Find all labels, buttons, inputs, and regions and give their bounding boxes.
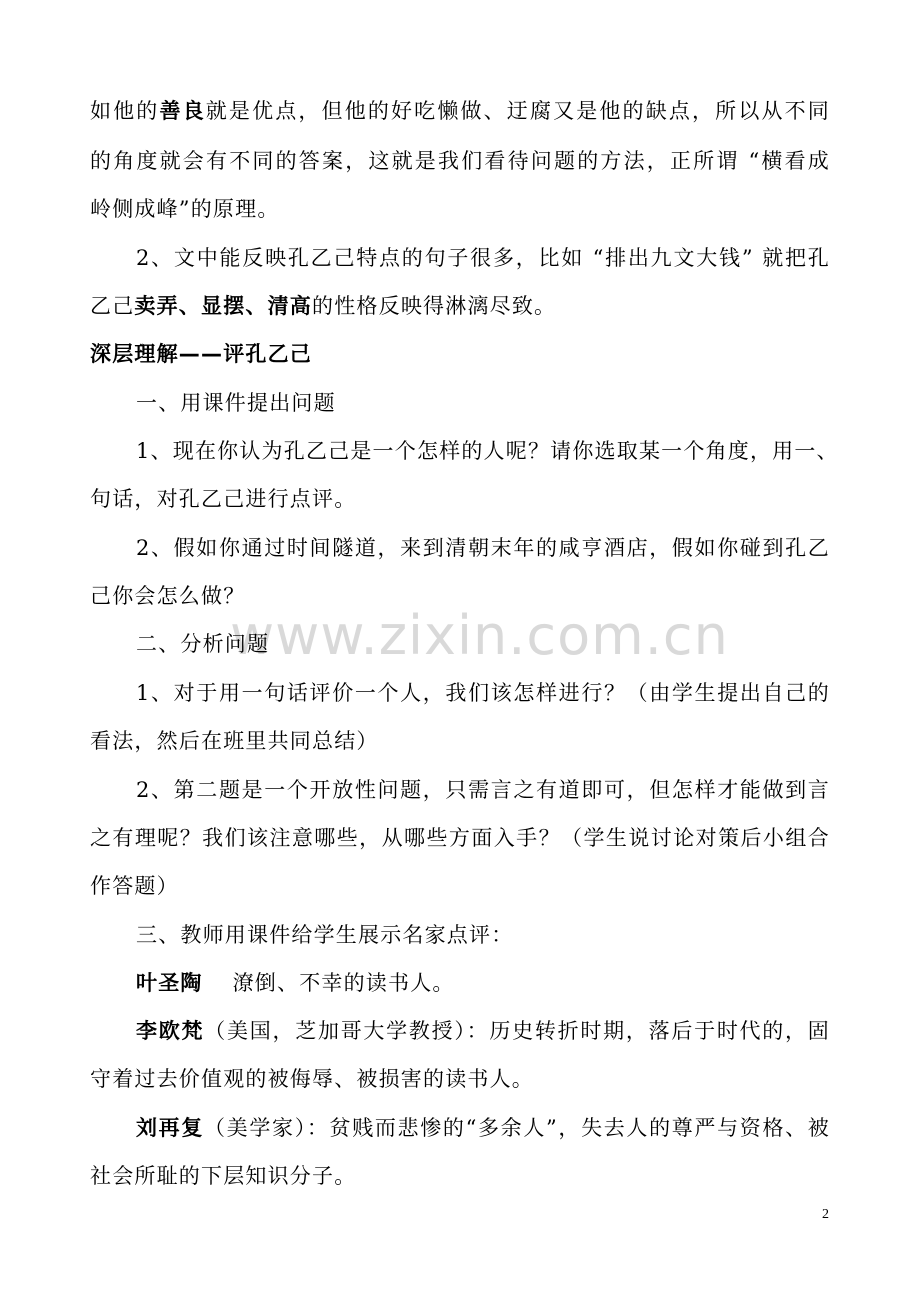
- bold-keywords: 卖弄、显摆、清高: [134, 294, 313, 318]
- comment-ye-shengtao: [136, 968, 830, 998]
- analysis1-line1: 1、对于用一句话评价一个人，我们该怎样进行？（由学生提出自己的: [136, 681, 830, 705]
- para2-line2: [90, 291, 830, 321]
- question2-line2: 己你会怎么做？: [90, 584, 246, 608]
- critic-comment: （美学家）：贫贱而悲惨的“多余人”，失去人的尊严与资格、被: [204, 1116, 830, 1140]
- page-number: 2: [822, 1207, 829, 1222]
- text-run: 就是优点，但他的好吃懒做、迂腐又是他的缺点，所以从不同: [205, 99, 830, 123]
- section3-title: 三、教师用课件给学生展示名家点评：: [136, 923, 514, 947]
- text-run: 的性格反映得淋漓尽致。: [312, 294, 557, 318]
- para1-line2: 的角度就会有不同的答案，这就是我们看待问题的方法，正所谓 “横看成: [90, 149, 830, 173]
- question1-line1: 1、现在你认为孔乙己是一个怎样的人呢？请你选取某一个角度，用一、: [136, 439, 839, 463]
- para2-line1: 2、文中能反映孔乙己特点的句子很多，比如 “排出九文大钱” 就把孔: [136, 246, 830, 270]
- section1-title: 一、用课件提出问题: [136, 391, 336, 415]
- para1-line1: [90, 96, 830, 126]
- critic-comment: （美国，芝加哥大学教授）：历史转折时期，落后于时代的，固: [204, 1019, 830, 1043]
- comment-li-oufan-line1: [136, 1016, 830, 1046]
- critic-comment: 潦倒、不幸的读书人。: [232, 971, 455, 995]
- comment-liu-zaifu-line2: 社会所耻的下层知识分子。: [90, 1164, 357, 1188]
- analysis1-line2: 看法，然后在班里共同总结）: [90, 729, 379, 753]
- para1-line3: 岭侧成峰”的原理。: [90, 197, 280, 221]
- watermark: www.zixin.com.cn: [230, 604, 729, 667]
- section2-title: 二、分析问题: [136, 632, 270, 656]
- bold-keyword: 善良: [159, 99, 206, 123]
- text-run: 乙己: [90, 294, 135, 318]
- question1-line2: 句话，对孔乙己进行点评。: [90, 487, 357, 511]
- critic-name: 刘再复: [136, 1116, 205, 1140]
- critic-name: 叶圣陶: [136, 971, 203, 995]
- section-heading: 深层理解——评孔乙己: [90, 342, 312, 366]
- question2-line1: 2、假如你通过时间隧道，来到清朝末年的咸亨酒店，假如你碰到孔乙: [136, 536, 830, 560]
- analysis2-line3: 作答题）: [90, 874, 179, 898]
- text-run: 如他的: [90, 99, 160, 123]
- analysis2-line2: 之有理呢？我们该注意哪些，从哪些方面入手？（学生说讨论对策后小组合: [90, 826, 830, 850]
- comment-liu-zaifu-line1: [136, 1113, 830, 1143]
- critic-name: 李欧梵: [136, 1019, 205, 1043]
- analysis2-line1: 2、第二题是一个开放性问题，只需言之有道即可，但怎样才能做到言: [136, 778, 830, 802]
- comment-li-oufan-line2: 守着过去价值观的被侮辱、被损害的读书人。: [90, 1067, 534, 1091]
